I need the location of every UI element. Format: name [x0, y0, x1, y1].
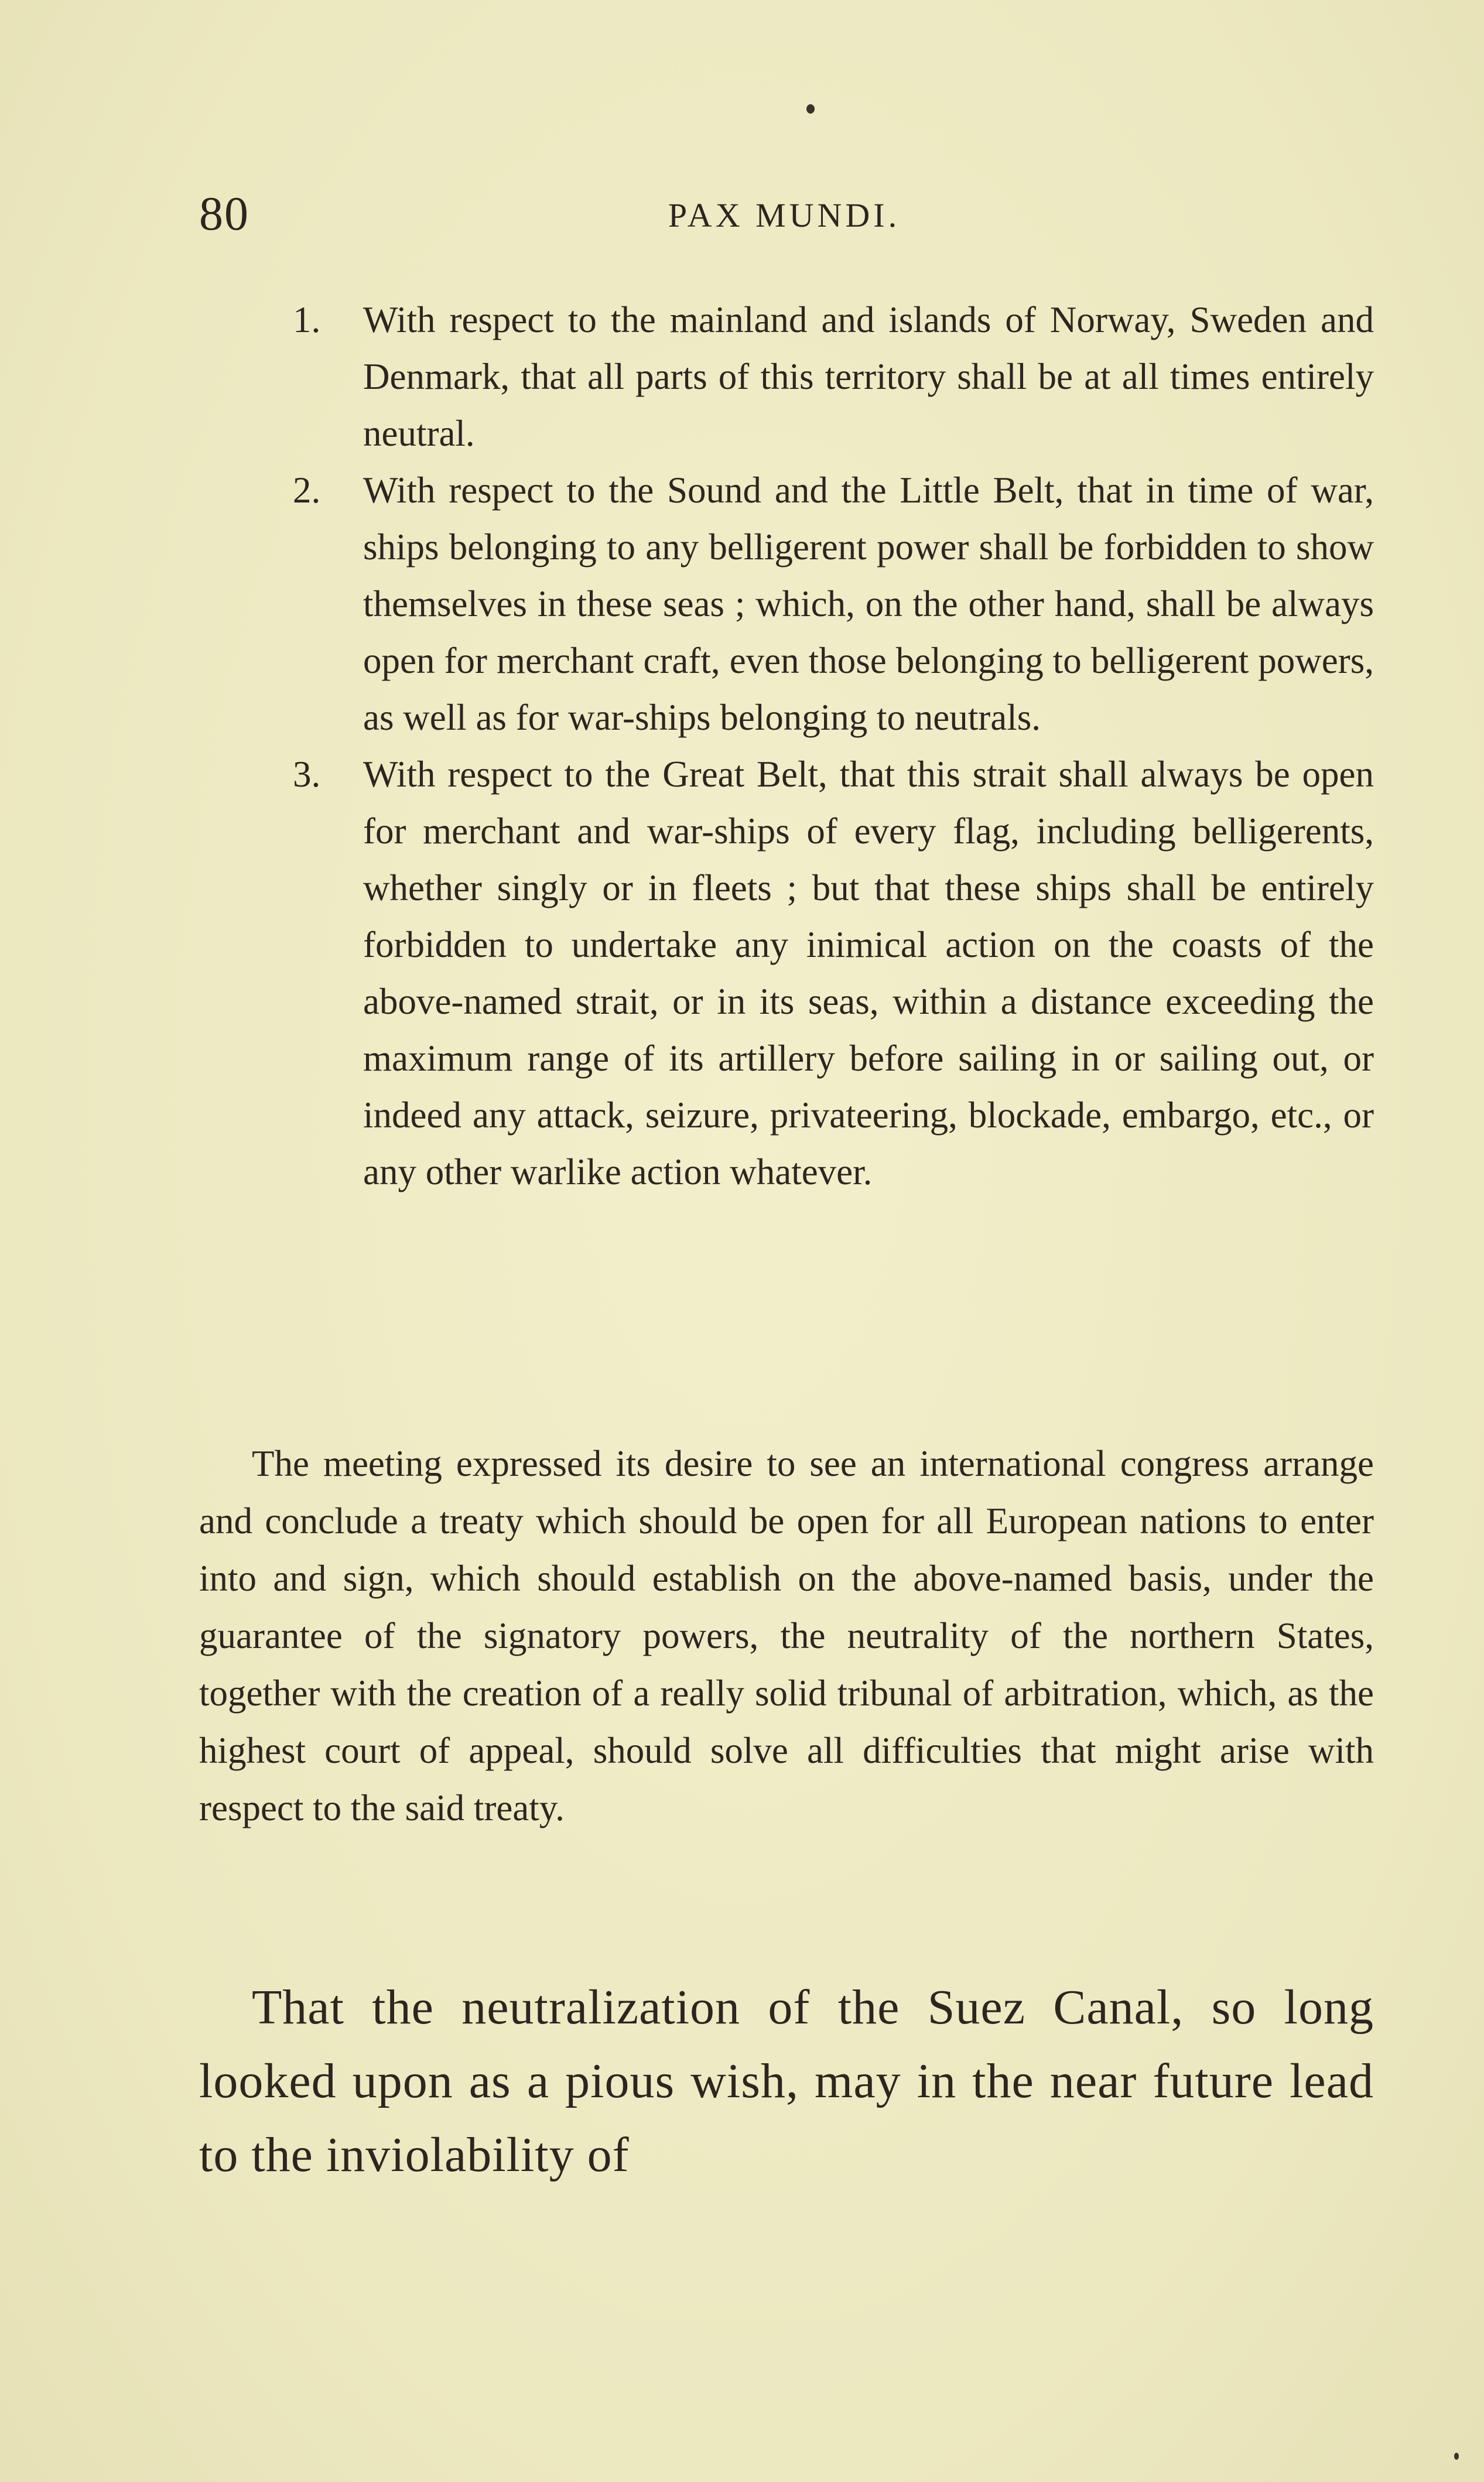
list-item-text: With respect to the Great Belt, that this strait shall always be open for merchant and war-ships of every flag, including belligerents, whether singly or in fleets ; but that these ships shall be entirely forbidden to undertake any inimical action on the coasts of the above-named strait, or in its seas, within a distance exceeding the maximum range of its artillery before sailing in or sailing out, or indeed any attack, seizure, privateering, blockade, embargo, etc., or any other warlike action whatever. [363, 754, 1374, 1192]
page-number: 80 [199, 187, 249, 240]
list-item [293, 462, 1374, 746]
ink-speck [1454, 2453, 1459, 2460]
list-item [293, 292, 1374, 462]
list-item-text: With respect to the Sound and the Little Belt, that in time of war, ships belonging to any belligerent power shall be forbidden to show themselves in these seas ; which, on the other hand, shall be always open for merchant craft, even those belonging to belligerent powers, as well as for war-ships belonging to neutrals. [363, 470, 1374, 738]
list-item-text: With respect to the mainland and islands of Norway, Sweden and Denmark, that all parts of this territory shall be at all times entirely neutral. [363, 299, 1374, 454]
ink-speck [806, 104, 815, 114]
list-item-number: 2. [293, 470, 321, 511]
numbered-list [293, 292, 1374, 1201]
list-item-number: 1. [293, 299, 321, 340]
list-item-number: 3. [293, 754, 321, 795]
page-header [199, 187, 1369, 240]
running-title: PAX MUNDI. [668, 196, 901, 234]
list-item [293, 746, 1374, 1201]
body-paragraph: The meeting expressed its desire to see an international congress arrange and conclude a treaty which should be open for all European nations to enter into and sign, which should establish on the above-named basis, under the guarantee of the signatory powers, the neutrality of the northern States, together with the creation of a really solid tribunal of arbitration, which, as the highest court of appeal, should solve all difficulties that might arise with respect to the said treaty. [199, 1443, 1374, 1828]
body-paragraph-large: That the neutralization of the Suez Canal, so long looked upon as a pious wish, may in the near future lead to the inviolability of [199, 1980, 1374, 2182]
